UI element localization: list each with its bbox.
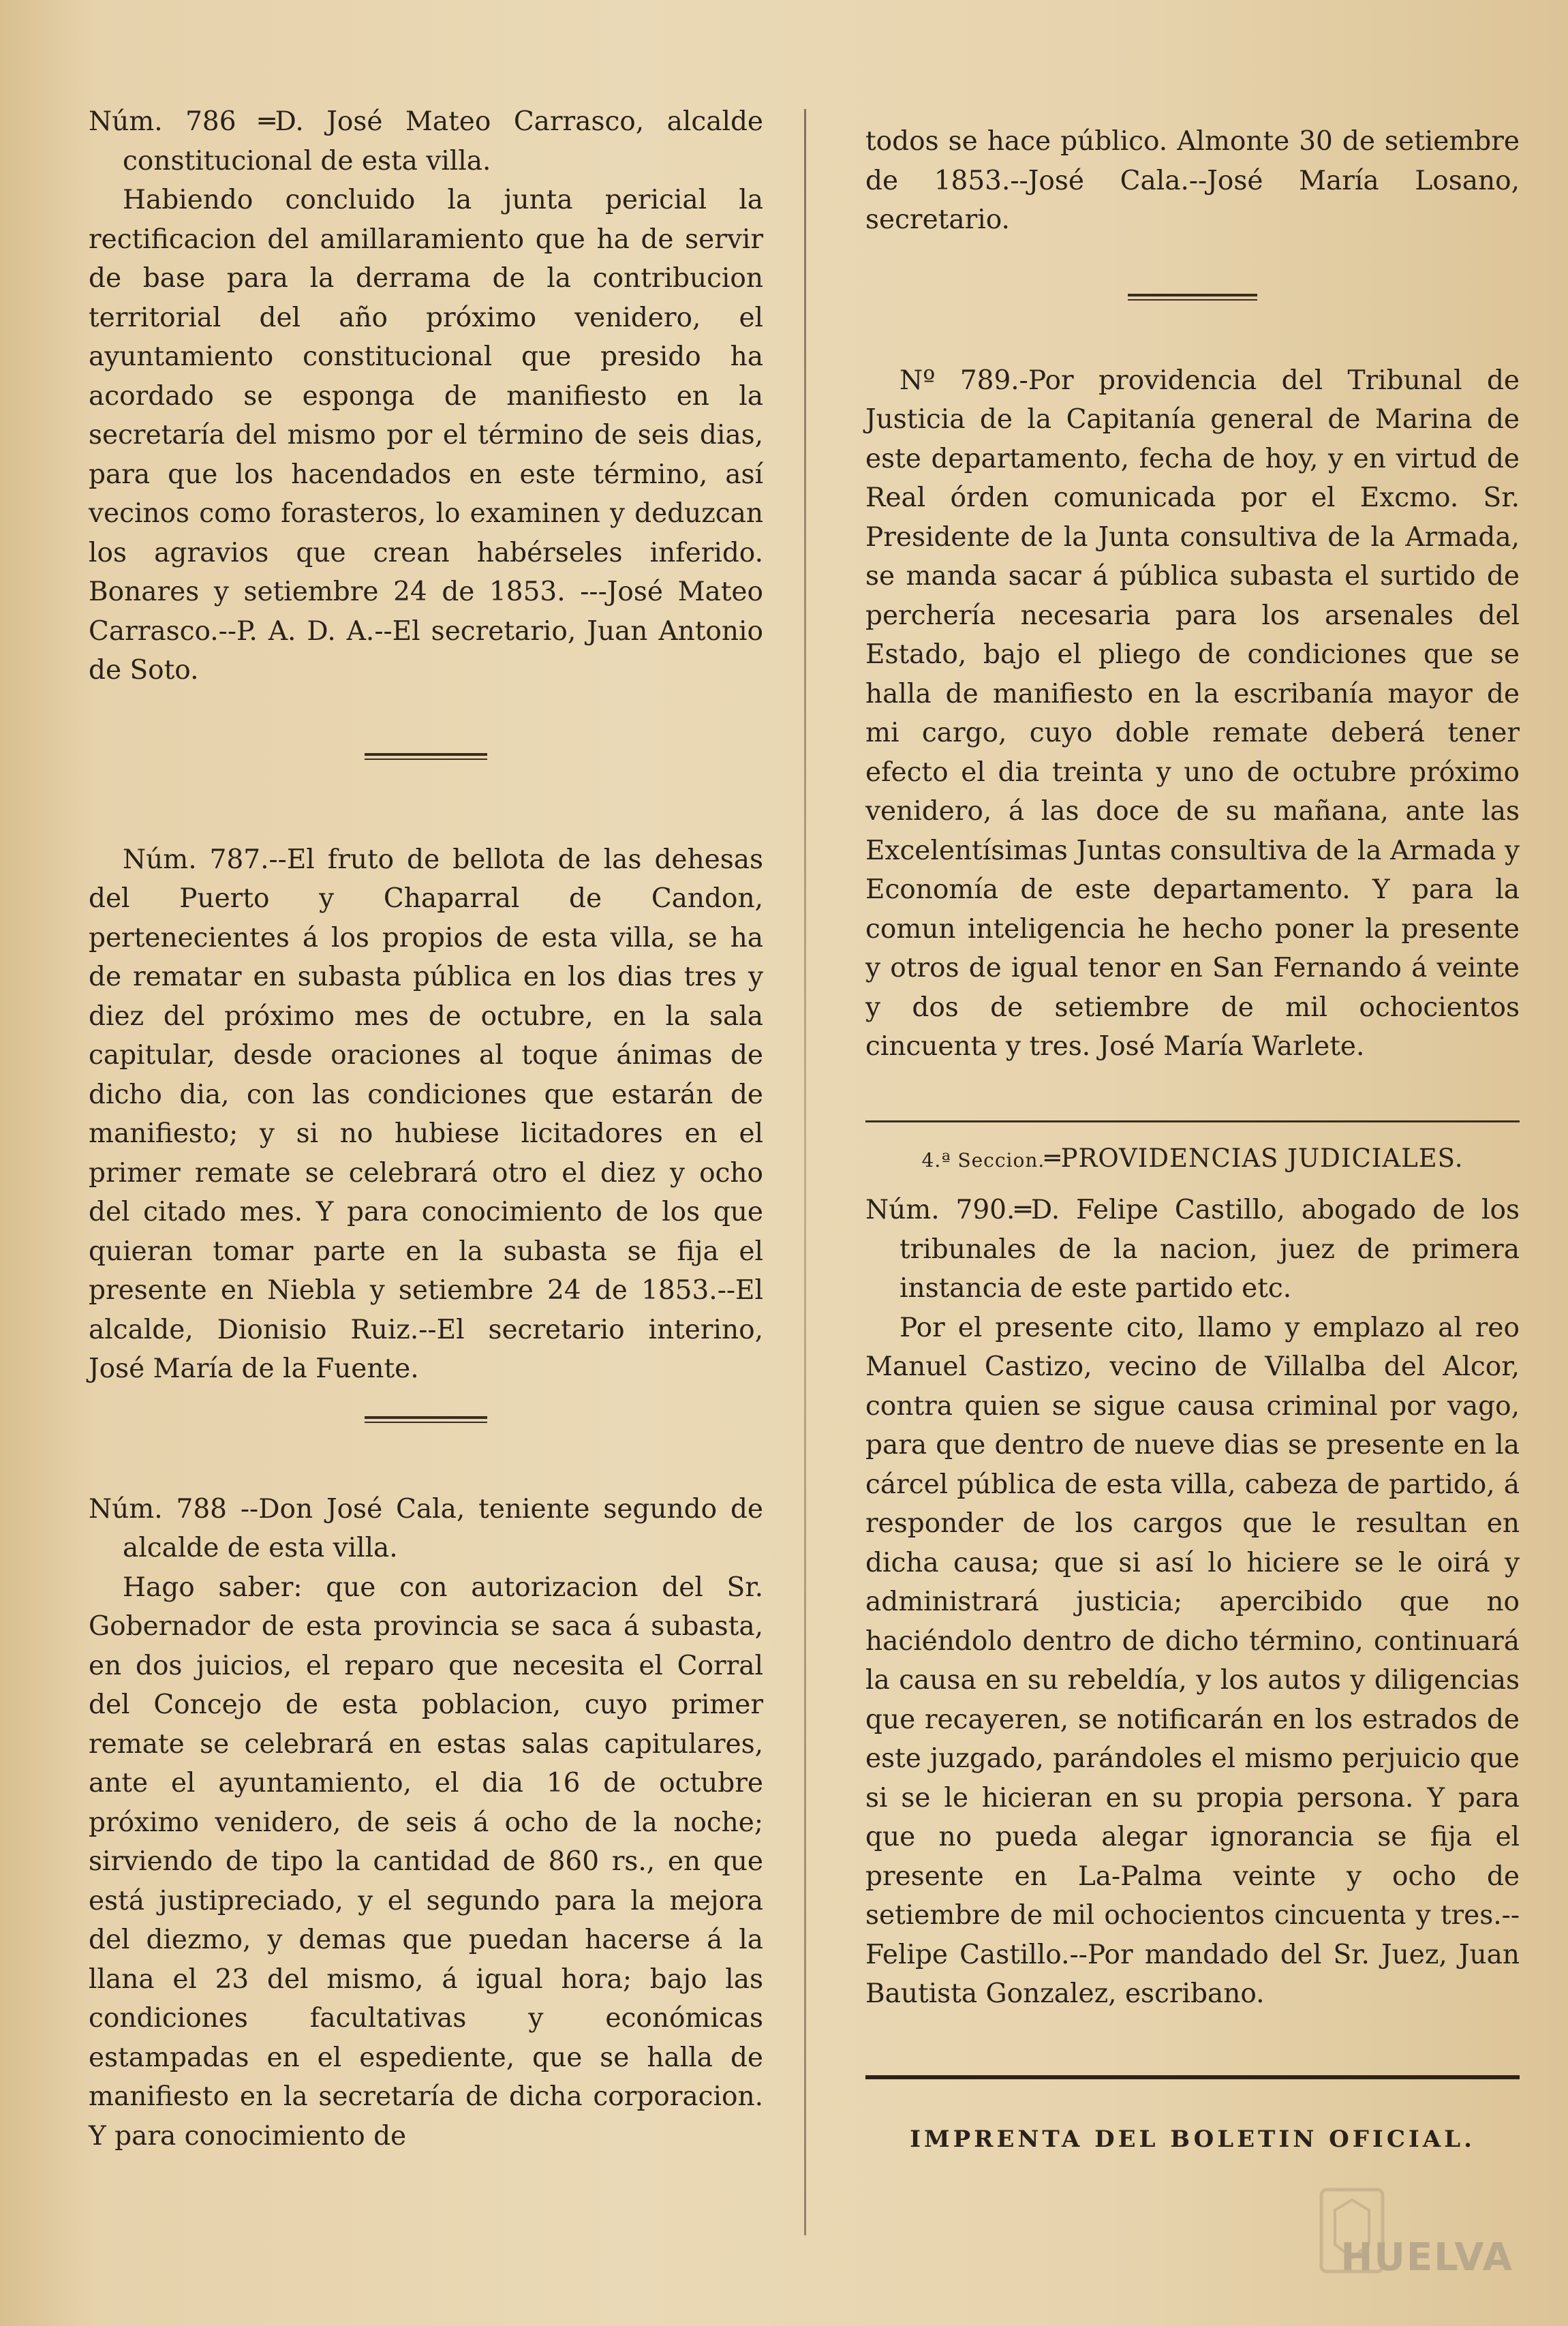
imprint-line: IMPRENTA DEL BOLETIN OFICIAL. [910, 2125, 1475, 2153]
notice-786-heading: Núm. 786 ═D. José Mateo Carrasco, alcalde constitucional de esta villa. [89, 106, 763, 177]
right-column [865, 95, 1520, 2159]
notice-787-body: Núm. 787.--El fruto de bellota de las dehesas del Puerto y Chaparral de Candon, pertenecientes á los propios de esta villa, se ha de rematar en subasta pública en los dias tres y diez del próximo mes de octubre, en la sala capitular, desde oraciones al toque ánimas de dicho dia, con las condiciones que estarán de manifiesto; y si no hubiese licitadores en el primer remate se celebrará otro el diez y ocho del citado mes. Y para conocimiento de los que quieran tomar parte en la subasta se fija el presente en Niebla y setiembre 24 de 1853.--El alcalde, Dionisio Ruiz.--El secretario interino, José María de la Fuente. [89, 844, 763, 1384]
notice-790-heading: Núm. 790.═D. Felipe Castillo, abogado de los tribunales de la nacion, juez de primera instancia de este partido etc. [865, 1195, 1520, 1304]
section-title: ═PROVIDENCIAS JUDICIALES. [1045, 1143, 1464, 1173]
notice-789: Nº 789.-Por providencia del Tribunal de Justicia de la Capitanía general de Marina de este departamento, fecha de hoy, y en virtud de Real órden comunicada por el Excmo. Sr. Presidente de la Junta consultiva de la Armada, se manda sacar á pública subasta el surtido de perchería necesaria para los arsenales del Estado, bajo el pliego de condiciones que se halla de manifiesto en la escribanía mayor de mi cargo, cuyo doble remate deberá tener efecto el dia treinta y uno de octubre próximo venidero, á las doce de su mañana, ante las Excelentísimas Juntas consultiva de la Armada y Economía de este departamento. Y para la comun inteligencia he hecho poner la presente y otros de igual tenor en San Fernando á veinte y dos de setiembre de mil ochocientos cincuenta y tres. José María Warlete. [865, 365, 1520, 1062]
section-label: 4.ª Seccion. [921, 1148, 1045, 1172]
notice-790 [865, 1191, 1520, 2014]
separator-rule [365, 1416, 487, 1423]
notice-788 [89, 1490, 763, 2156]
notice-787 [89, 840, 763, 1389]
notice-788-heading: Núm. 788 --Don José Cala, teniente segundo de alcalde de esta villa. [89, 1493, 763, 1563]
archive-watermark-text: HUELVA [1340, 2235, 1513, 2280]
notice-786-body: Habiendo concluido la junta pericial la rectificacion del amillaramiento que ha de servir de base para la derrama de la contribucion territorial del año próximo venidero, el ayuntamiento constitucional que presido ha acordado se esponga de manifiesto en la secretaría del mismo por el término de seis dias, para que los hacendados en este término, así vecinos como forasteros, lo examinen y deduzcan los agravios que crean habérseles inferido. Bonares y setiembre 24 de 1853. ---José Mateo Carrasco.--P. A. D. A.--El secretario, Juan Antonio de Soto. [89, 185, 763, 686]
notice-786 [89, 102, 763, 690]
notice-790-body: Por el presente cito, llamo y emplazo al reo Manuel Castizo, vecino de Villalba del Alcor, contra quien se sigue causa criminal por vago, para que dentro de nueve dias se presente en la cárcel pública de esta villa, cabeza de partido, á responder de los cargos que le resultan en dicha causa; que si así lo hiciere se le oirá y administrará justicia; apercibido que no haciéndolo dentro de dicho término, continuará la causa en su rebeldía, y los autos y diligencias que recayeren, se notificarán en los estrados de este juzgado, parándoles el mismo perjuicio que si se le hicieran en su propia persona. Y para que no pueda alegar ignorancia se fija el presente en La-Palma veinte y ocho de setiembre de mil ochocientos cincuenta y tres.--Felipe Castillo.--Por mandado del Sr. Juez, Juan Bautista Gonzalez, escribano. [865, 1312, 1520, 2009]
separator-rule [365, 753, 487, 760]
column-divider [804, 109, 806, 2235]
notice-788-body: Hago saber: que con autorizacion del Sr. Gobernador de esta provincia se saca á subasta, en dos juicios, el reparo que necesita el Corral del Concejo de esta poblacion, cuyo primer remate se celebrará en estas salas capitulares, ante el ayuntamiento, el dia 16 de octubre próximo venidero, de seis á ocho de la noche; sirviendo de tipo la cantidad de 860 rs., en que está justipreciado, y el segundo para la mejora del diezmo, y demas que puedan hacerse á la llana el 23 del mismo, á igual hora; bajo las condiciones facultativas y económicas estampadas en el espediente, que se halla de manifiesto en la secretaría de dicha corporacion. Y para conocimiento de [89, 1572, 763, 2152]
section-heading [865, 1139, 1520, 1180]
left-column [89, 102, 763, 2156]
separator-rule [1128, 294, 1257, 301]
notice-788-continuation: todos se hace público. Almonte 30 de setiembre de 1853.--José Cala.--José María Losano, secretario. [865, 126, 1520, 235]
